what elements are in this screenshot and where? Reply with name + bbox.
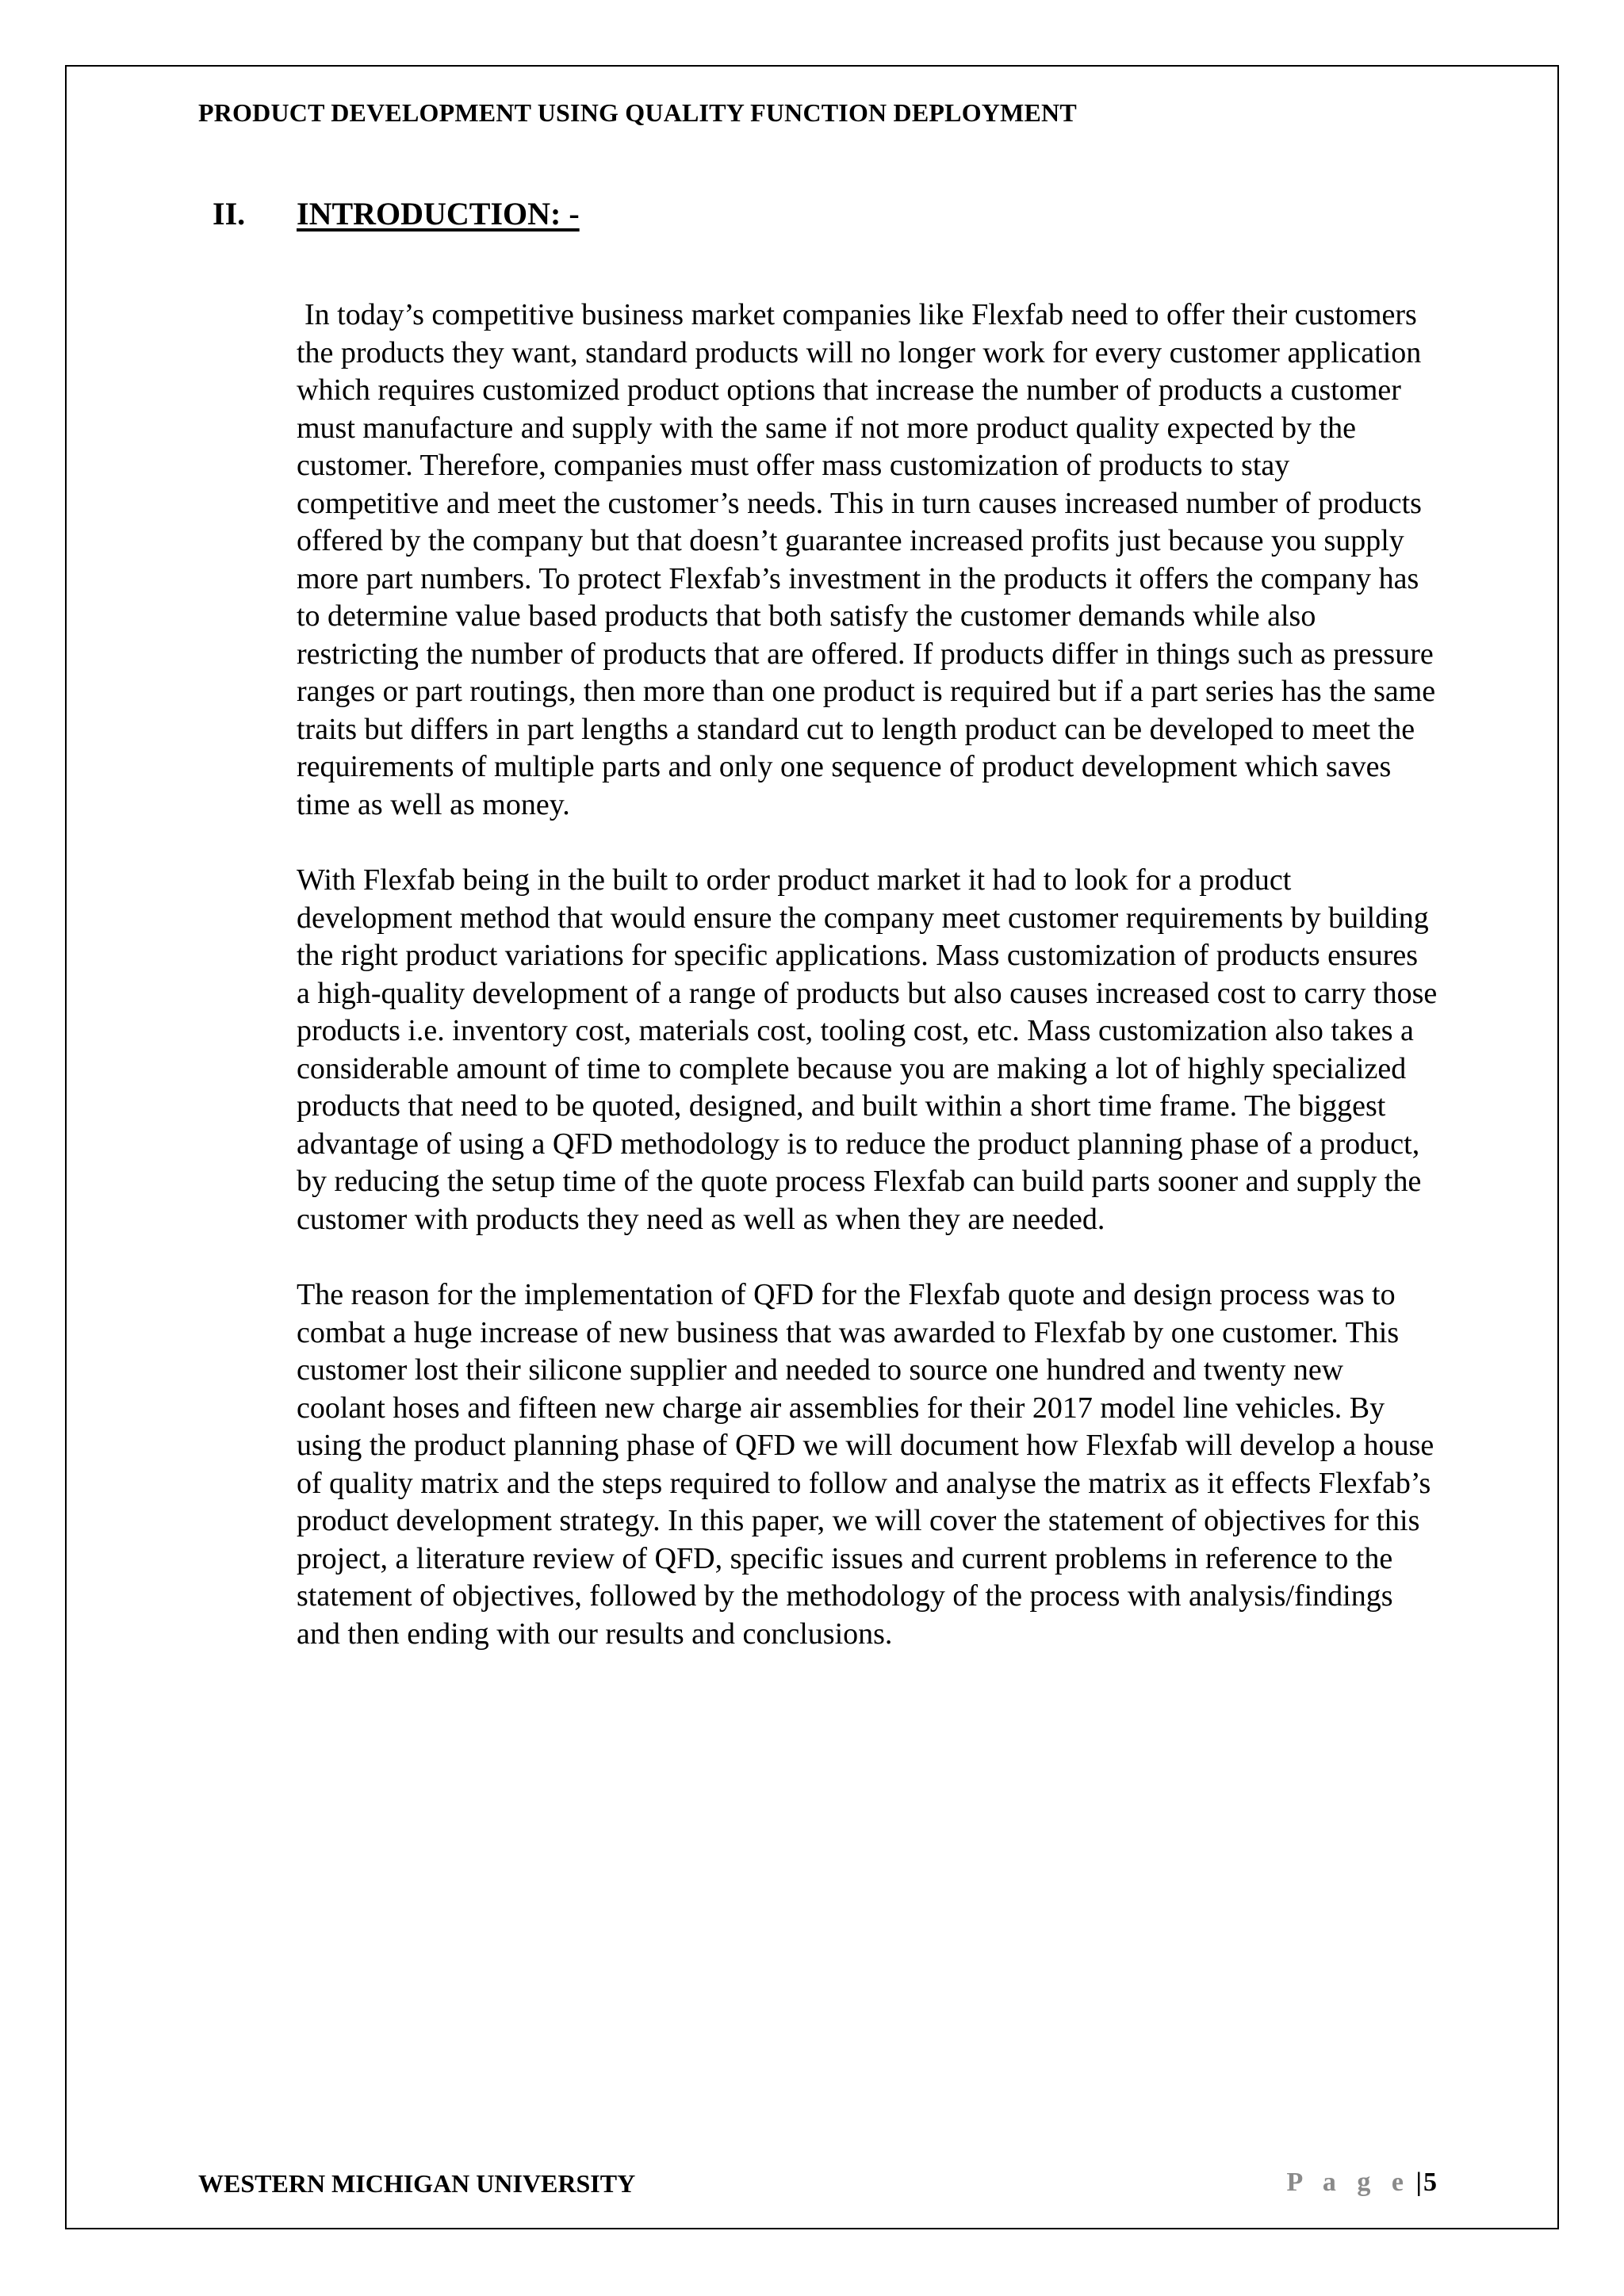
page-separator: | bbox=[1415, 2168, 1422, 2197]
body-text bbox=[297, 297, 1438, 1691]
page-label: P a g e bbox=[1286, 2168, 1411, 2197]
paragraph-1: In today’s competitive business market companies like Flexfab need to offer their customers the products they want, standard products will no longer work for every customer application which requires customized product options that increase the number of products a customer must manufacture and supply with the same if not more product quality expected by the customer. Therefore, companies must offer mass customization of products to stay competitive and meet the customer’s needs. This in turn causes increased number of products offered by the company but that doesn’t guarantee increased profits just because you supply more part numbers. To protect Flexfab’s investment in the products it offers the company has to determine value based products that both satisfy the customer demands while also restricting the number of products that are offered. If products differ in things such as pressure ranges or part routings, then more than one product is required but if a part series has the same traits but differs in part lengths a standard cut to length product can be developed to meet the requirements of multiple parts and only one sequence of product development which saves time as well as money. bbox=[297, 298, 1436, 821]
running-footer: WESTERN MICHIGAN UNIVERSITY bbox=[198, 2169, 636, 2198]
section-heading bbox=[213, 195, 580, 232]
page-number-value: 5 bbox=[1423, 2168, 1437, 2197]
running-header: PRODUCT DEVELOPMENT USING QUALITY FUNCTION DEPLOYMENT bbox=[198, 98, 1077, 127]
section-title: INTRODUCTION: - bbox=[297, 196, 580, 232]
paragraph-2: With Flexfab being in the built to order product market it had to look for a product development method that would ensure the company meet customer requirements by building the right product variations for specific applications. Mass customization of products ensures a high-quality development of a range of products but also causes increased cost to carry those products i.e. inventory cost, materials cost, tooling cost, etc. Mass customization also takes a considerable amount of time to complete because you are making a lot of highly specialized products that need to be quoted, designed, and built within a short time frame. The biggest advantage of using a QFD methodology is to reduce the product planning phase of a product, by reducing the setup time of the quote process Flexfab can build parts sooner and supply the customer with products they need as well as when they are needed. bbox=[297, 863, 1438, 1236]
section-numeral: II. bbox=[213, 196, 246, 232]
page-number bbox=[1287, 2168, 1437, 2198]
paragraph-3: The reason for the implementation of QFD for the Flexfab quote and design process was to combat a huge increase of new business that was awarded to Flexfab by one customer. This customer lost their silicone supplier and needed to source one hundred and twenty new coolant hoses and fifteen new charge air assemblies for their 2017 model line vehicles. By using the product planning phase of QFD we will document how Flexfab will develop a house of quality matrix and the steps required to follow and analyse the matrix as it effects Flexfab’s product development strategy. In this paper, we will cover the statement of objectives for this project, a literature review of QFD, specific issues and current problems in reference to the statement of objectives, followed by the methodology of the process with analysis/findings and then ending with our results and conclusions. bbox=[297, 1278, 1434, 1651]
